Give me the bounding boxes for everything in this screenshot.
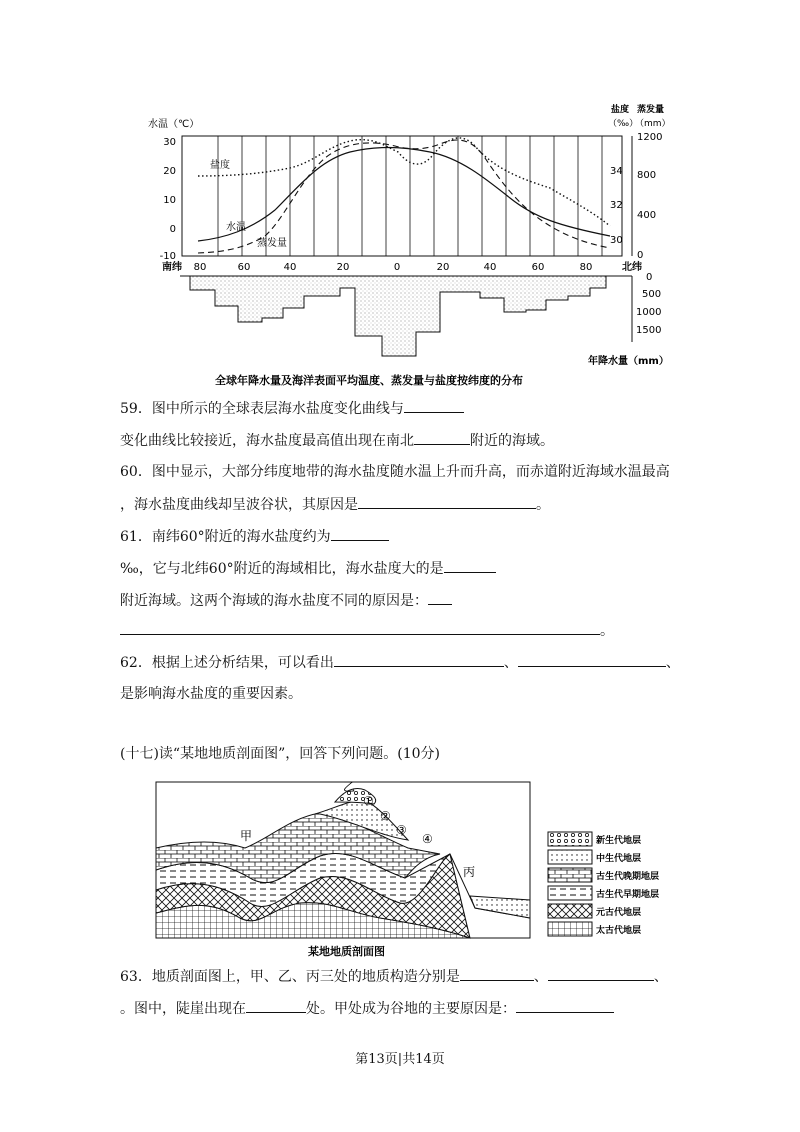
answer-blank[interactable] [334, 652, 504, 667]
answer-blank[interactable] [414, 430, 470, 445]
legend-swatch-early-paleozoic [548, 886, 592, 900]
lat-tick: 60 [237, 262, 251, 273]
right-axis-evap-unit: （mm） [635, 119, 671, 129]
marker-2: ② [380, 809, 391, 823]
salinity-tick: 34 [610, 166, 623, 177]
curve-label-evap: 蒸发量 [257, 238, 287, 249]
q59-line1 [120, 398, 464, 419]
curve-label-salinity: 盐度 [210, 160, 230, 171]
legend-label: 新生代地层 [596, 836, 642, 846]
q59-text: 变化曲线比较接近，海水盐度最高值出现在南北 [120, 433, 414, 449]
answer-blank[interactable] [518, 652, 666, 667]
q63-sep: 、 [653, 969, 668, 985]
legend-label: 太古代地层 [596, 926, 642, 936]
marker-4: ④ [422, 832, 433, 846]
q61-text: 。 [600, 623, 614, 639]
right-axis-salinity-unit: （‰） [608, 119, 639, 129]
evaporation-curve [198, 140, 610, 253]
lat-tick: 80 [193, 262, 207, 273]
lat-tick: 20 [436, 262, 450, 273]
q61-text: 附近海域。这两个海域的海水盐度不同的原因是： [120, 593, 428, 609]
page-footer: 第13页|共14页 [355, 1052, 445, 1067]
legend-label: 古生代早期地层 [596, 890, 660, 900]
climate-latitude-figure [140, 100, 680, 390]
section17-text: (十七)读“某地地质剖面图”，回答下列问题。(10分) [120, 746, 440, 762]
salinity-tick: 30 [610, 235, 623, 246]
q63-text: 处。甲处成为谷地的主要原因是： [306, 1001, 516, 1017]
left-tick: 30 [163, 137, 176, 148]
q61-line4 [120, 620, 614, 641]
label-jia: 甲 [240, 829, 253, 843]
lat-tick: 0 [393, 262, 401, 273]
q62-sep: 、 [665, 655, 680, 671]
answer-blank[interactable] [460, 966, 534, 981]
q61-line1 [120, 526, 389, 547]
left-tick: 20 [163, 166, 176, 177]
q60-text: 60．图中显示，大部分纬度地带的海水盐度随水温上升而升高，而赤道附近海域水温最高 [120, 464, 670, 480]
south-label: 南纬 [162, 262, 182, 273]
legend-label: 中生代地层 [596, 854, 642, 864]
legend-label: 元古代地层 [596, 908, 642, 918]
left-tick: -10 [159, 251, 176, 262]
answer-blank[interactable] [548, 966, 654, 981]
plot-frame [182, 136, 622, 256]
legend-swatch-mesozoic [548, 850, 592, 864]
q62-sep: 、 [503, 655, 518, 671]
left-axis-label: 水温（℃） [148, 119, 200, 130]
q62-text: 62．根据上述分析结果，可以看出 [120, 655, 334, 671]
label-yi: 乙 [343, 780, 356, 794]
legend-label: 古生代晚期地层 [596, 872, 660, 882]
precip-axis-label: 年降水量（mm） [588, 356, 669, 367]
q60-text: ，海水盐度曲线却呈波谷状，其原因是 [120, 497, 358, 513]
q61-line2 [120, 558, 496, 579]
answer-blank[interactable] [246, 998, 306, 1013]
left-tick: 0 [169, 224, 176, 235]
precip-tick: 500 [642, 289, 662, 300]
legend [548, 832, 659, 936]
q60-line1 [120, 462, 670, 482]
lat-tick: 40 [483, 262, 497, 273]
q63-line1 [120, 966, 668, 987]
marker-1: ① [363, 794, 374, 808]
q63-line2 [120, 998, 614, 1019]
section17-heading [120, 744, 440, 764]
salinity-tick: 32 [610, 200, 623, 211]
evap-tick: 1200 [637, 132, 663, 143]
legend-swatch-cenozoic [548, 832, 592, 846]
q62-line2 [120, 684, 302, 704]
answer-blank[interactable] [120, 620, 600, 635]
answer-blank[interactable] [358, 494, 536, 509]
geologic-section-figure [150, 778, 670, 958]
q62-text: 是影响海水盐度的重要因素。 [120, 686, 302, 702]
q59-text: 59．图中所示的全球表层海水盐度变化曲线与 [120, 401, 404, 417]
q61-text: 61．南纬60°附近的海水盐度约为 [120, 529, 331, 545]
legend-swatch-late-paleozoic [548, 868, 592, 882]
evap-tick: 0 [637, 250, 644, 261]
lat-tick: 20 [336, 262, 350, 273]
lat-tick: 40 [283, 262, 297, 273]
q59-text: 附近的海域。 [470, 433, 554, 449]
precip-tick: 1000 [636, 307, 662, 318]
right-axis-salinity-label: 盐度 [611, 105, 630, 115]
answer-blank[interactable] [331, 526, 389, 541]
answer-blank[interactable] [444, 558, 496, 573]
q63-text: 63．地质剖面图上，甲、乙、丙三处的地质构造分别是 [120, 969, 460, 985]
q63-text: 。图中，陡崖出现在 [120, 1001, 246, 1017]
evap-tick: 400 [637, 210, 657, 221]
temperature-curve [198, 148, 610, 242]
precip-tick: 1500 [636, 325, 662, 336]
label-bing: 丙 [463, 865, 476, 879]
salinity-curve [198, 138, 610, 226]
answer-blank[interactable] [404, 398, 464, 413]
legend-swatch-archean [548, 922, 592, 936]
lat-tick: 80 [579, 262, 593, 273]
q62-line1 [120, 652, 680, 673]
figure1-caption: 全球年降水量及海洋表面平均温度、蒸发量与盐度按纬度的分布 [215, 374, 523, 387]
marker-3: ③ [396, 823, 407, 837]
precip-tick: 0 [646, 272, 653, 283]
q60-line2 [120, 494, 550, 515]
q63-sep: 、 [533, 969, 548, 985]
answer-blank[interactable] [516, 998, 614, 1013]
precipitation-profile [190, 276, 606, 356]
right-axis-evap-label: 蒸发量 [637, 105, 665, 115]
answer-blank[interactable] [428, 590, 452, 605]
curve-label-temp: 水温 [226, 222, 246, 233]
north-label: 北纬 [622, 262, 642, 273]
q59-line2 [120, 430, 554, 451]
q61-line3 [120, 590, 452, 611]
evap-tick: 800 [637, 170, 657, 181]
figure2-caption: 某地地质剖面图 [308, 945, 385, 958]
left-tick: 10 [163, 195, 176, 206]
legend-swatch-proterozoic [548, 904, 592, 918]
q61-text: ‰，它与北纬60°附近的海域相比，海水盐度大的是 [120, 561, 444, 577]
lat-tick: 60 [531, 262, 545, 273]
q60-text: 。 [536, 497, 550, 513]
